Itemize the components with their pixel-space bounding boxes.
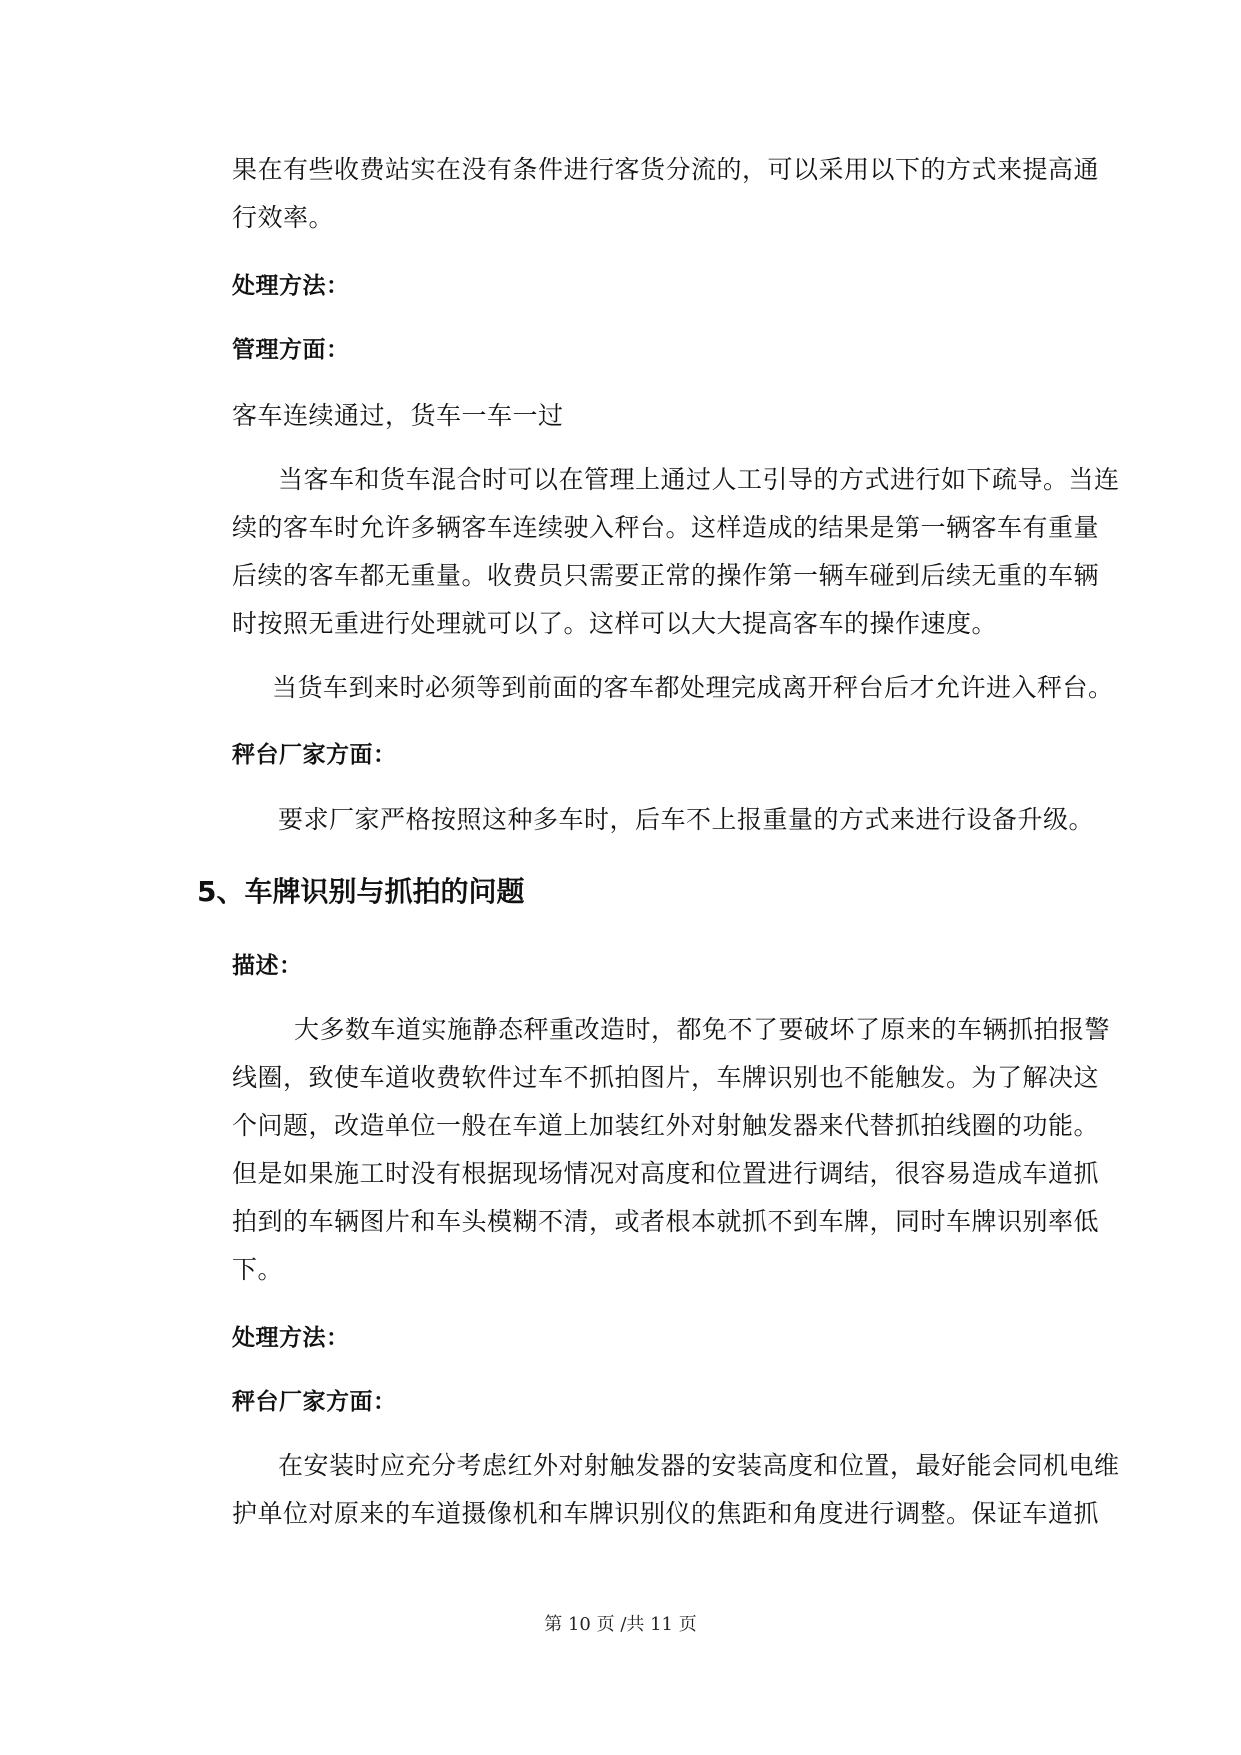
- paragraph-line: 护单位对原来的车道摄像机和车牌识别仪的焦距和角度进行调整。保证车道抓: [232, 1499, 1100, 1528]
- paragraph-line: 行效率。: [232, 203, 335, 232]
- paragraph-line: 要求厂家严格按照这种多车时，后车不上报重量的方式来进行设备升级。: [278, 805, 1095, 834]
- paragraph-line: 但是如果施工时没有根据现场情况对高度和位置进行调结，很容易造成车道抓: [232, 1159, 1100, 1188]
- paragraph-line: 时按照无重进行处理就可以了。这样可以大大提高客车的操作速度。: [232, 609, 998, 638]
- section-heading: 5、车牌识别与抓拍的问题: [197, 875, 525, 908]
- subheading-processing-method: 处理方法：: [232, 273, 350, 299]
- subheading-description: 描述：: [232, 953, 303, 979]
- paragraph-line: 后续的客车都无重量。收费员只需要正常的操作第一辆车碰到后续无重的车辆: [232, 561, 1100, 590]
- subheading-scale-vendor: 秤台厂家方面：: [232, 742, 397, 768]
- page-footer: 第 10 页 /共 11 页: [544, 1614, 697, 1635]
- paragraph-line: 个问题，改造单位一般在车道上加装红外对射触发器来代替抓拍线圈的功能。: [232, 1111, 1100, 1140]
- paragraph-line: 线圈，致使车道收费软件过车不抓拍图片，车牌识别也不能触发。为了解决这: [232, 1063, 1100, 1092]
- paragraph-line: 拍到的车辆图片和车头模糊不清，或者根本就抓不到车牌，同时车牌识别率低: [232, 1207, 1100, 1236]
- paragraph-line: 当客车和货车混合时可以在管理上通过人工引导的方式进行如下疏导。当连: [278, 465, 1120, 494]
- paragraph-line: 在安装时应充分考虑红外对射触发器的安装高度和位置，最好能会同机电维: [278, 1451, 1120, 1480]
- paragraph-line: 大多数车道实施静态秤重改造时，都免不了要破坏了原来的车辆抓拍报警: [294, 1015, 1111, 1044]
- paragraph-line: 客车连续通过，货车一车一过: [232, 401, 564, 430]
- paragraph-line: 续的客车时允许多辆客车连续驶入秤台。这样造成的结果是第一辆客车有重量: [232, 513, 1100, 542]
- subheading-management: 管理方面：: [232, 337, 350, 363]
- subheading-processing-method: 处理方法：: [232, 1325, 350, 1351]
- paragraph-line: 当货车到来时必须等到前面的客车都处理完成离开秤台后才允许进入秤台。: [272, 673, 1114, 702]
- paragraph-line: 果在有些收费站实在没有条件进行客货分流的，可以采用以下的方式来提高通: [232, 155, 1100, 184]
- subheading-scale-vendor: 秤台厂家方面：: [232, 1389, 397, 1415]
- paragraph-line: 下。: [232, 1255, 284, 1284]
